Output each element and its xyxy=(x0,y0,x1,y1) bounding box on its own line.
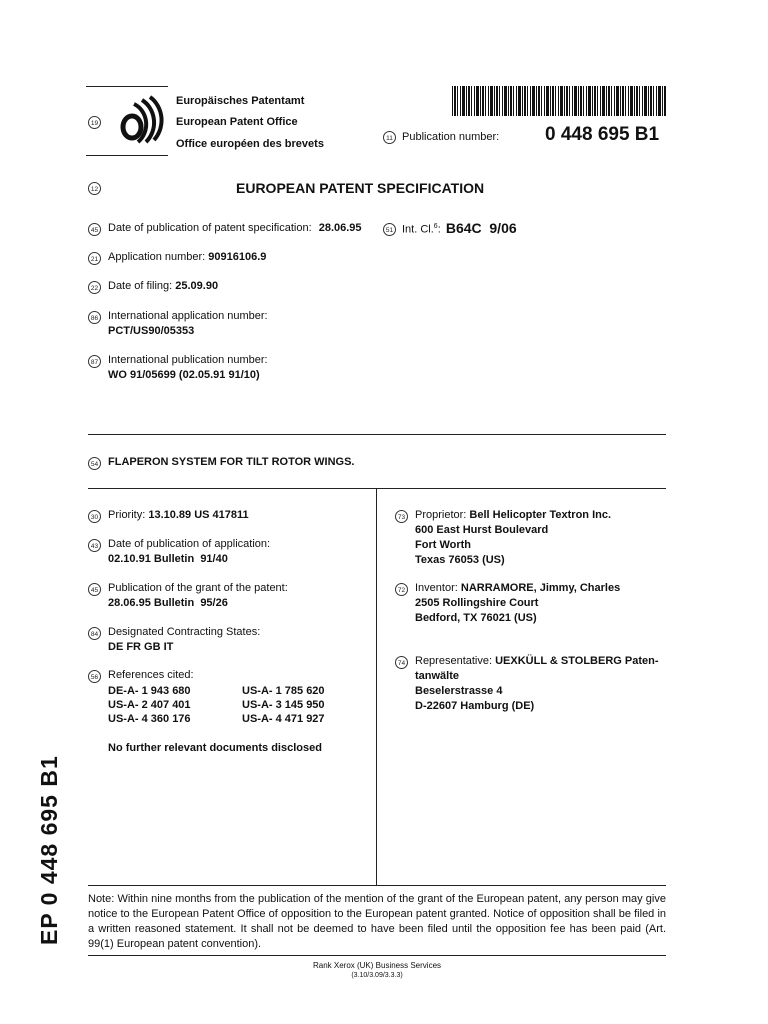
inid-51: 51 xyxy=(383,223,396,236)
int-cl-label: Int. Cl. xyxy=(402,223,434,236)
proprietor-name: Bell Helicopter Textron Inc. xyxy=(469,509,612,521)
opposition-note: Note: Within nine months from the publication of the mention of the grant of the European patent, any person may give notice to the European Patent Office of opposition to the European patent granted. Notice of opposition shall be filed in a written reasoned statement. It shall not be deemed to have been filed until the opposition fee has been paid (Art. 99(1) European patent convention). xyxy=(88,893,666,950)
representative-name: UEXKÜLL & STOLBERG Paten- xyxy=(495,655,659,667)
inid-45-grant: 45 xyxy=(88,583,101,596)
states-value: DE FR GB IT xyxy=(108,641,174,653)
representative-address-1: tanwälte xyxy=(415,670,460,682)
reference-cell: US-A- 3 145 950 xyxy=(242,699,325,711)
document-type-title: EUROPEAN PATENT SPECIFICATION xyxy=(236,180,485,196)
invention-title: FLAPERON SYSTEM FOR TILT ROTOR WINGS. xyxy=(108,456,355,468)
pub-grant-value: 28.06.95 Bulletin 95/26 xyxy=(108,597,228,609)
publication-number-label: Publication number: xyxy=(402,131,500,143)
proprietor-field xyxy=(415,508,611,523)
table-row xyxy=(108,684,325,698)
representative-field xyxy=(415,654,659,669)
office-name-en: European Patent Office xyxy=(176,116,298,128)
inid-19: 19 xyxy=(88,116,101,129)
title-rule-top xyxy=(88,434,666,435)
pub-grant-label: Publication of the grant of the patent: xyxy=(108,582,288,594)
date-filing-value: 25.09.90 xyxy=(175,280,219,292)
int-cl-colon: : xyxy=(437,223,441,236)
representative-address-2: Beselerstrasse 4 xyxy=(415,685,503,697)
proprietor-address-1: 600 East Hurst Boulevard xyxy=(415,524,549,536)
date-pub-app-value: 02.10.91 Bulletin 91/40 xyxy=(108,553,228,565)
inid-11: 11 xyxy=(383,131,396,144)
table-row xyxy=(108,698,325,712)
reference-cell: DE-A- 1 943 680 xyxy=(108,685,191,697)
proprietor-address-3: Texas 76053 (US) xyxy=(415,554,505,566)
inventor-name: NARRAMORE, Jimmy, Charles xyxy=(460,582,621,594)
priority-value: 13.10.89 US 417811 xyxy=(148,509,249,521)
references-note: No further relevant documents disclosed xyxy=(108,742,322,754)
inid-43: 43 xyxy=(88,539,101,552)
header-rule-bottom xyxy=(86,155,168,156)
application-number-value: 90916106.9 xyxy=(208,251,267,263)
inventor-address-2: Bedford, TX 76021 (US) xyxy=(415,612,537,624)
header-rule-top xyxy=(86,86,168,87)
column-divider xyxy=(376,488,377,885)
date-filing-label: Date of filing: xyxy=(108,280,173,292)
inid-45-spec: 45 xyxy=(88,223,101,236)
application-number-label: Application number: xyxy=(108,251,206,263)
inid-54: 54 xyxy=(88,457,101,470)
inid-12: 12 xyxy=(88,182,101,195)
date-pub-spec-field xyxy=(108,221,362,236)
intl-app-number-value: PCT/US90/05353 xyxy=(108,325,195,337)
inid-74: 74 xyxy=(395,656,408,669)
inid-22: 22 xyxy=(88,281,101,294)
date-filing-field xyxy=(108,279,218,294)
printer-line-2: (3.10/3.09/3.3.3) xyxy=(351,972,403,979)
inid-87: 87 xyxy=(88,355,101,368)
intl-app-number-label: International application number: xyxy=(108,310,268,322)
inventor-address-1: 2505 Rollingshire Court xyxy=(415,597,539,609)
inid-84: 84 xyxy=(88,627,101,640)
inid-73: 73 xyxy=(395,510,408,523)
int-cl-value: B64C 9/06 xyxy=(445,219,517,236)
int-cl-field xyxy=(402,219,517,238)
reference-cell: US-A- 4 471 927 xyxy=(242,713,325,725)
intl-pub-number-value: WO 91/05699 (02.05.91 91/10) xyxy=(108,369,260,381)
inid-56: 56 xyxy=(88,670,101,683)
title-rule-bottom xyxy=(88,488,666,489)
vertical-publication-number: EP 0 448 695 B1 xyxy=(36,755,62,945)
reference-cell: US-A- 1 785 620 xyxy=(242,685,325,697)
note-rule-bottom xyxy=(88,955,666,956)
representative-label: Representative: xyxy=(415,655,493,667)
barcode xyxy=(452,86,666,116)
table-row xyxy=(108,712,325,726)
proprietor-label: Proprietor: xyxy=(415,509,467,521)
reference-cell: US-A- 4 360 176 xyxy=(108,713,191,725)
references-table xyxy=(108,684,325,726)
representative-address-3: D-22607 Hamburg (DE) xyxy=(415,700,535,712)
date-pub-spec-label: Date of publication of patent specification: xyxy=(108,222,312,234)
inid-30: 30 xyxy=(88,510,101,523)
office-name-de: Europäisches Patentamt xyxy=(176,95,305,107)
date-pub-spec-value: 28.06.95 xyxy=(318,222,362,234)
inid-86: 86 xyxy=(88,311,101,324)
inventor-label: Inventor: xyxy=(415,582,458,594)
proprietor-address-2: Fort Worth xyxy=(415,539,472,551)
inid-21: 21 xyxy=(88,252,101,265)
references-label: References cited: xyxy=(108,669,194,681)
reference-cell: US-A- 2 407 401 xyxy=(108,699,191,711)
intl-pub-number-label: International publication number: xyxy=(108,354,268,366)
publication-number: 0 448 695 B1 xyxy=(545,124,660,145)
date-pub-app-label: Date of publication of application: xyxy=(108,538,271,550)
states-label: Designated Contracting States: xyxy=(108,626,261,638)
inventor-field xyxy=(415,581,620,596)
note-rule-top xyxy=(88,885,666,886)
priority-label: Priority: xyxy=(108,509,146,521)
inid-72: 72 xyxy=(395,583,408,596)
printer-line-1: Rank Xerox (UK) Business Services xyxy=(312,961,442,970)
priority-field xyxy=(108,508,249,523)
int-cl-sup: 6 xyxy=(433,223,438,230)
office-name-fr: Office européen des brevets xyxy=(176,138,324,150)
application-number-field xyxy=(108,250,266,265)
epo-logo-icon xyxy=(112,92,166,148)
